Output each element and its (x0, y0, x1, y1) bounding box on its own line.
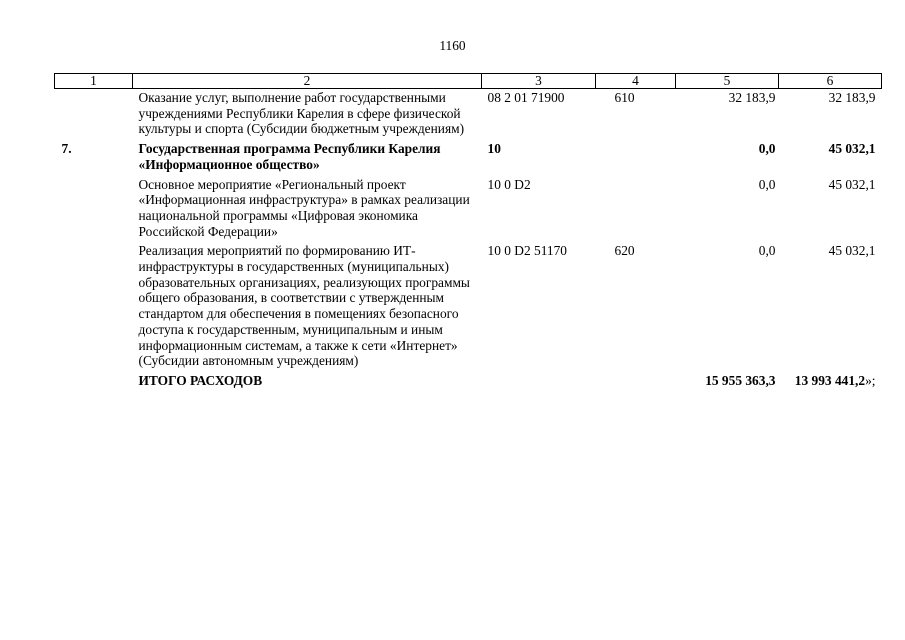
row-code: 10 0 D2 (487, 176, 531, 192)
row-amount-5: 0,0 (758, 243, 776, 259)
header-cell-3: 3 (482, 74, 596, 89)
total-row (55, 372, 882, 392)
row-name: Реализация мероприятий по формированию ИТ-инфраструктуры в государственных (муниципальных) образовательных организациях, реализующих программы общего образования, в соответствии с утвержденным стандартом для обеспечения в помещениях безопасного доступа к государственным, муниципальным и иным информационным системам, а также к сети «Интернет» (Субсидии автономным учреждениям) (138, 243, 470, 369)
row-number: 7. (61, 141, 72, 157)
total-expense-type (596, 372, 676, 392)
table-header (55, 74, 882, 89)
total-amount-6-value: 13 993 441,2 (794, 372, 866, 388)
header-cell-5: 5 (676, 74, 779, 89)
row-code: 10 (487, 141, 501, 157)
row-amount-6: 45 032,1 (828, 243, 876, 259)
page-number: 1160 (439, 38, 466, 53)
row-expense-type: 620 (614, 243, 635, 259)
total-amount-6 (779, 372, 882, 392)
row-amount-5: 0,0 (758, 176, 776, 192)
row-amount-6: 45 032,1 (828, 141, 876, 157)
row-amount-6: 45 032,1 (828, 176, 876, 192)
total-number (55, 372, 133, 392)
table-row (55, 140, 882, 175)
budget-table (54, 73, 882, 392)
table-row (55, 242, 882, 372)
row-amount-6: 32 183,9 (828, 90, 876, 105)
row-expense-type (596, 140, 676, 175)
header-cell-2: 2 (133, 74, 482, 89)
row-expense-type: 610 (614, 90, 635, 105)
total-code (482, 372, 596, 392)
closing-quote-suffix: »; (865, 372, 876, 388)
total-label: ИТОГО РАСХОДОВ (138, 372, 263, 388)
row-expense-type (596, 176, 676, 243)
header-cell-4: 4 (596, 74, 676, 89)
header-cell-6: 6 (779, 74, 882, 89)
table-row (55, 89, 882, 141)
row-code: 10 0 D2 51170 (487, 243, 567, 259)
row-name: Государственная программа Республики Карелия «Информационное общество» (138, 141, 441, 172)
row-name: Основное мероприятие «Региональный проект «Информационная инфраструктура» в рамках реализации национальной программы «Цифровая экономика Российской Федерации» (138, 176, 470, 239)
row-name: Оказание услуг, выполнение работ государственными учреждениями Республики Карелия в сфере физической культуры и спорта (Субсидии бюджетным учреждениям) (138, 90, 465, 137)
header-cell-1: 1 (55, 74, 133, 89)
row-amount-5: 0,0 (758, 141, 776, 157)
table-body (55, 89, 882, 392)
table-row (55, 176, 882, 243)
row-number (55, 89, 133, 141)
total-amount-5: 15 955 363,3 (705, 372, 776, 388)
header-row (55, 74, 882, 89)
row-number (55, 242, 133, 372)
row-code: 08 2 01 71900 (487, 90, 565, 105)
row-amount-5: 32 183,9 (728, 90, 776, 105)
row-number (55, 176, 133, 243)
